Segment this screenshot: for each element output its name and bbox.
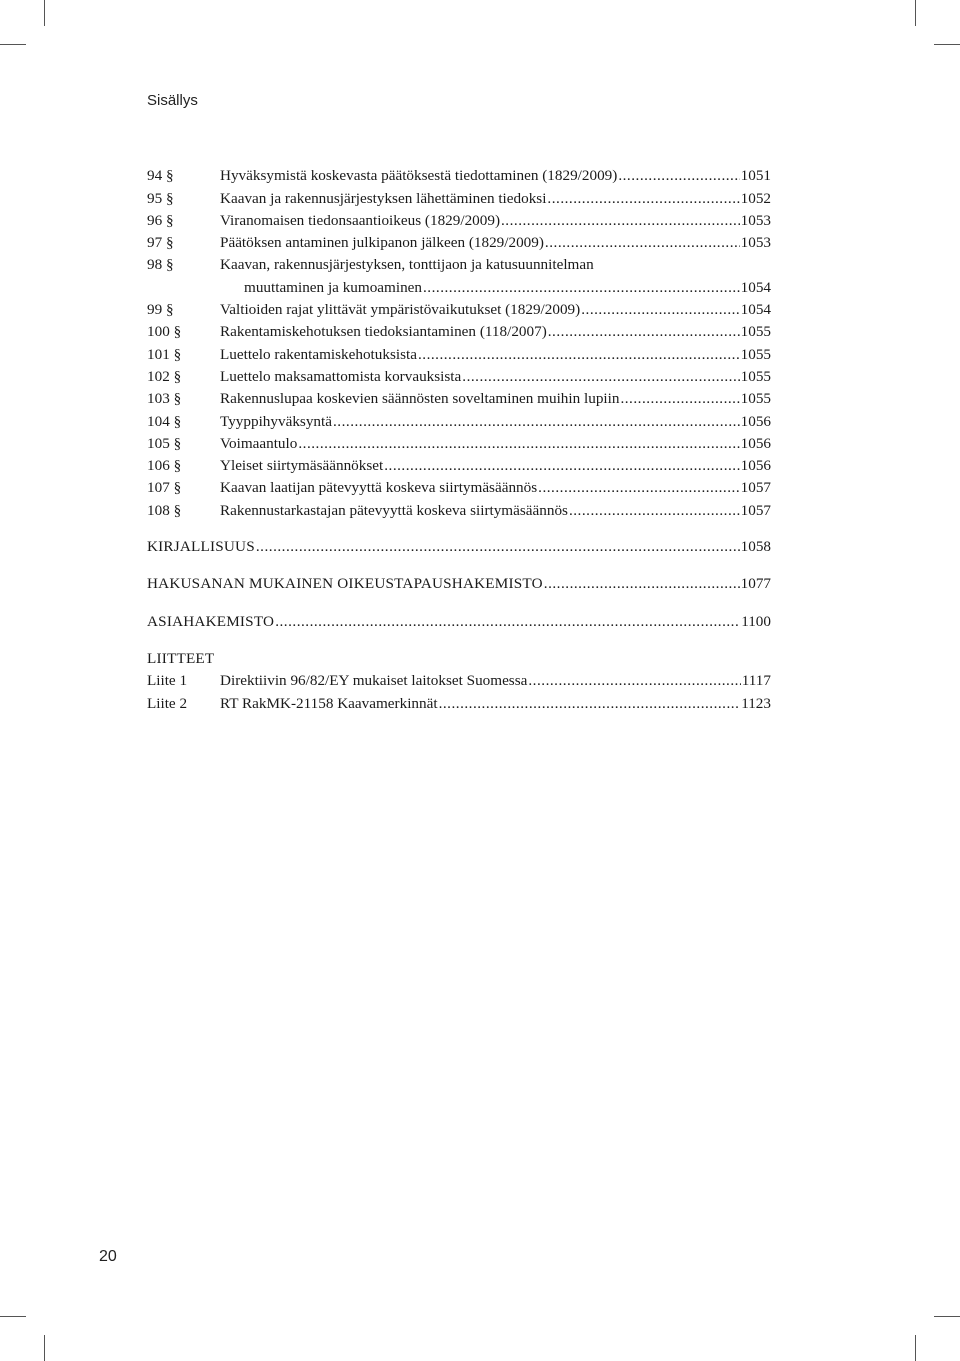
toc-row-99[interactable] [147,297,771,319]
heading-asiahakemisto: ASIAHAKEMISTO [147,612,275,630]
toc-row-asiahakemisto[interactable] [147,608,771,630]
leader-dots [423,279,740,297]
section-title: Viranomaisen tiedonsaantioikeus (1829/2009) [220,211,500,229]
leader-dots [581,301,739,319]
page-ref: 1055 [740,367,771,385]
crop-mark-left-top [0,44,26,45]
section-number: 107 § [147,479,182,497]
section-number: 98 § [147,256,174,274]
toc-row-103[interactable] [147,386,771,408]
section-title: Kaavan, rakennusjärjestyksen, tonttijaon ja katusuunnitelman [220,256,594,274]
table-of-contents [147,163,771,713]
appendix-number: Liite 1 [147,672,188,690]
toc-row-107[interactable] [147,475,771,497]
section-title: Luettelo rakentamiskehotuksista [220,345,417,363]
page-ref: 1053 [740,234,771,252]
section-title: Voimaantulo [220,434,298,452]
crop-mark-bottom-left [44,1335,45,1361]
page-ref: 1100 [741,612,771,630]
leader-dots [384,457,739,475]
section-number: 97 § [147,234,174,252]
page-ref: 1053 [740,211,771,229]
section-title: Kaavan ja rakennusjärjestyksen lähettäminen tiedoksi [220,189,547,207]
leader-dots [528,672,740,690]
toc-row-liite-2[interactable] [147,690,771,712]
section-title: Tyyppihyväksyntä [220,412,332,430]
leader-dots [544,575,740,593]
crop-mark-right-bottom [934,1316,960,1317]
leader-dots [547,190,739,208]
page-ref: 1054 [740,301,771,319]
leader-dots [275,613,740,631]
page-ref: 1057 [740,479,771,497]
page-ref: 1054 [740,278,771,296]
section-number: 100 § [147,323,182,341]
running-header: Sisällys [147,92,198,109]
leader-dots [418,346,740,364]
leader-dots [618,167,739,185]
page-ref: 1057 [740,501,771,519]
toc-row-100[interactable] [147,319,771,341]
section-title: Valtioiden rajat ylittävät ympäristövaikutukset (1829/2009) [220,301,581,319]
crop-mark-right-top [934,44,960,45]
page-ref: 1055 [740,345,771,363]
toc-row-108[interactable] [147,497,771,519]
toc-row-98[interactable] [147,252,771,274]
page-ref: 1056 [740,412,771,430]
toc-row-hakemisto[interactable] [147,571,771,593]
toc-row-96[interactable] [147,208,771,230]
crop-mark-top-left [44,0,45,26]
section-number: 95 § [147,189,174,207]
section-title: Hyväksymistä koskevasta päätöksestä tiedottaminen (1829/2009) [220,167,618,185]
section-number: 106 § [147,457,182,475]
section-title: Kaavan laatijan pätevyyttä koskeva siirtymäsäännös [220,479,538,497]
heading-liitteet: LIITTEET [147,649,215,667]
section-number: 96 § [147,211,174,229]
page-ref: 1056 [740,434,771,452]
leader-dots [620,390,739,408]
section-title: Päätöksen antaminen julkipanon jälkeen (1829/2009) [220,234,544,252]
page-ref: 1052 [740,189,771,207]
crop-mark-top-right [915,0,916,26]
page-ref: 1055 [740,323,771,341]
section-title: Luettelo maksamattomista korvauksista [220,367,462,385]
toc-row-kirjallisuus[interactable] [147,534,771,556]
page-ref: 1051 [740,167,771,185]
leader-dots [501,212,740,230]
page-ref: 1117 [741,672,771,690]
section-number: 103 § [147,390,182,408]
appendix-title: RT RakMK-21158 Kaavamerkinnät [220,694,438,712]
leader-dots [333,413,740,431]
page-ref: 1058 [740,538,771,556]
page-ref: 1077 [740,575,771,593]
page-ref: 1123 [741,694,771,712]
toc-row-101[interactable] [147,341,771,363]
toc-row-97[interactable] [147,230,771,252]
appendix-title: Direktiivin 96/82/EY mukaiset laitokset Suomessa [220,672,528,690]
toc-row-liite-1[interactable] [147,668,771,690]
toc-row-94[interactable] [147,163,771,185]
heading-kirjallisuus: KIRJALLISUUS [147,538,255,556]
leader-dots [548,323,740,341]
heading-oikeustapaushakemisto: HAKUSANAN MUKAINEN OIKEUSTAPAUSHAKEMISTO [147,575,543,593]
leader-dots [569,502,740,520]
toc-row-104[interactable] [147,408,771,430]
crop-mark-bottom-right [915,1335,916,1361]
toc-row-95[interactable] [147,185,771,207]
section-title: Rakennustarkastajan pätevyyttä koskeva siirtymäsäännös [220,501,568,519]
section-number: 99 § [147,301,174,319]
page-ref: 1055 [740,390,771,408]
leader-dots [538,479,739,497]
section-number: 102 § [147,367,182,385]
leader-dots [545,234,740,252]
section-number: 108 § [147,501,182,519]
section-title: Rakentamiskehotuksen tiedoksiantaminen (118/2007) [220,323,547,341]
section-title: Rakennuslupaa koskevien säännösten soveltaminen muihin lupiin [220,390,620,408]
leader-dots [439,695,741,713]
section-number: 104 § [147,412,182,430]
section-number: 94 § [147,167,174,185]
toc-row-102[interactable] [147,364,771,386]
page-number: 20 [99,1248,117,1265]
section-number: 105 § [147,434,182,452]
leader-dots [462,368,739,386]
section-title-continuation: muuttaminen ja kumoaminen [244,278,422,296]
toc-row-98-continuation[interactable] [147,274,771,296]
section-title: Yleiset siirtymäsäännökset [220,457,384,475]
toc-heading-liitteet [147,646,771,668]
appendix-number: Liite 2 [147,694,188,712]
toc-row-105[interactable] [147,431,771,453]
section-number: 101 § [147,345,182,363]
toc-row-106[interactable] [147,453,771,475]
leader-dots [256,538,740,556]
crop-mark-left-bottom [0,1316,26,1317]
leader-dots [298,435,739,453]
page-ref: 1056 [740,457,771,475]
